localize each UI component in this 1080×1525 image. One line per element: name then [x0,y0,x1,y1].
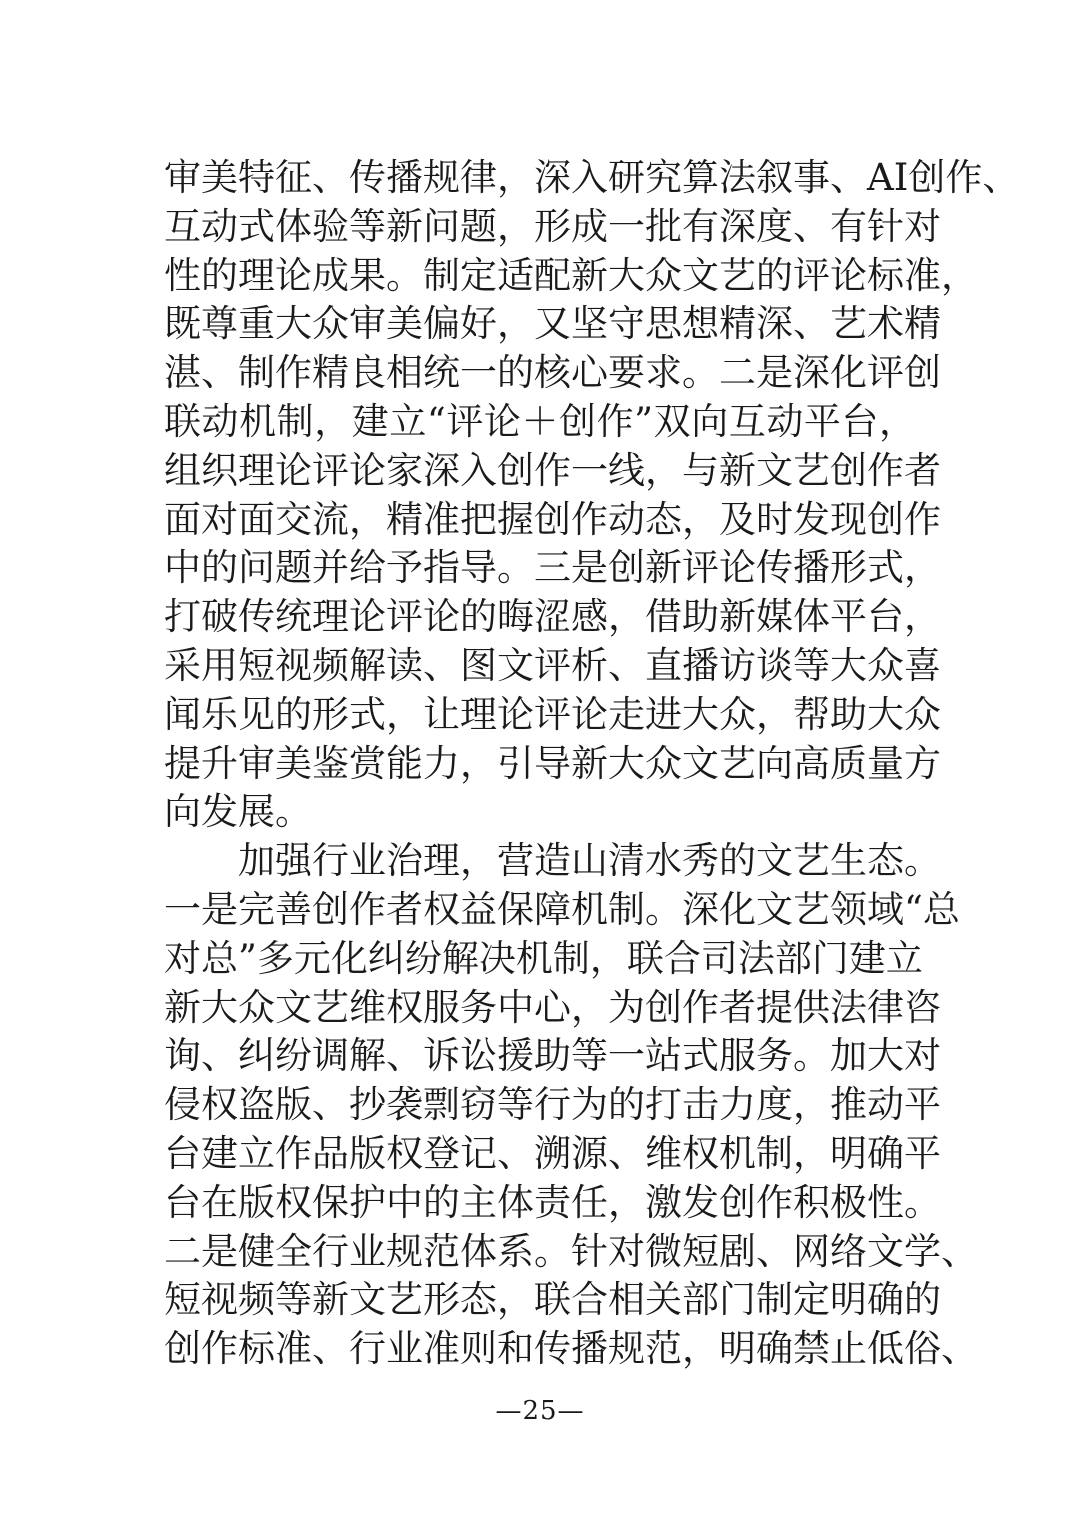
text-line: 对总”多元化纠纷解决机制，联合司法部门建立 [164,936,923,980]
text-line: 联动机制，建立“评论＋创作”双向互动平台， [164,399,916,443]
text-line: 性的理论成果。制定适配新大众文艺的评论标准， [164,253,978,297]
section-heading: 加强行业治理，营造山清水秀的文艺生态。 [238,839,941,883]
text-line: 打破传统理论评论的晦涩感，借助新媒体平台， [164,595,941,639]
text-line: 二是健全行业规范体系。针对微短剧、网络文学、 [164,1229,978,1273]
page-number: —25— [495,1396,585,1426]
text-line: 组织理论评论家深入创作一线，与新文艺创作者 [164,448,941,492]
text-line: 审美特征、传播规律，深入研究算法叙事、AI创作、 [164,156,1020,199]
text-line: 侵权盗版、抄袭剽窃等行为的打击力度，推动平 [164,1083,941,1127]
text-line: 新大众文艺维权服务中心，为创作者提供法律咨 [164,985,941,1029]
text-line: 采用短视频解读、图文评析、直播访谈等大众喜 [164,643,941,687]
text-line: 短视频等新文艺形态，联合相关部门制定明确的 [164,1278,941,1322]
text-line: 台建立作品版权登记、溯源、维权机制，明确平 [164,1131,941,1175]
text-line: 询、纠纷调解、诉讼援助等一站式服务。加大对 [164,1034,941,1078]
text-line: 湛、制作精良相统一的核心要求。二是深化评创 [164,351,941,395]
text-line: 面对面交流，精准把握创作动态，及时发现创作 [164,497,941,541]
text-line: 中的问题并给予指导。三是创新评论传播形式， [164,546,941,590]
text-line: 向发展。 [164,790,312,834]
text-line: 提升审美鉴赏能力，引导新大众文艺向高质量方 [164,741,941,785]
text-line: 闻乐见的形式，让理论评论走进大众，帮助大众 [164,692,941,736]
text-line: 一是完善创作者权益保障机制。深化文艺领域“总 [164,887,960,931]
text-line: 台在版权保护中的主体责任，激发创作积极性。 [164,1180,941,1224]
text-line: 互动式体验等新问题，形成一批有深度、有针对 [164,204,941,248]
document-body [164,154,1020,1374]
text-line: 创作标准、行业准则和传播规范，明确禁止低俗、 [164,1327,978,1371]
text-line: 既尊重大众审美偏好，又坚守思想精深、艺术精 [164,302,941,346]
